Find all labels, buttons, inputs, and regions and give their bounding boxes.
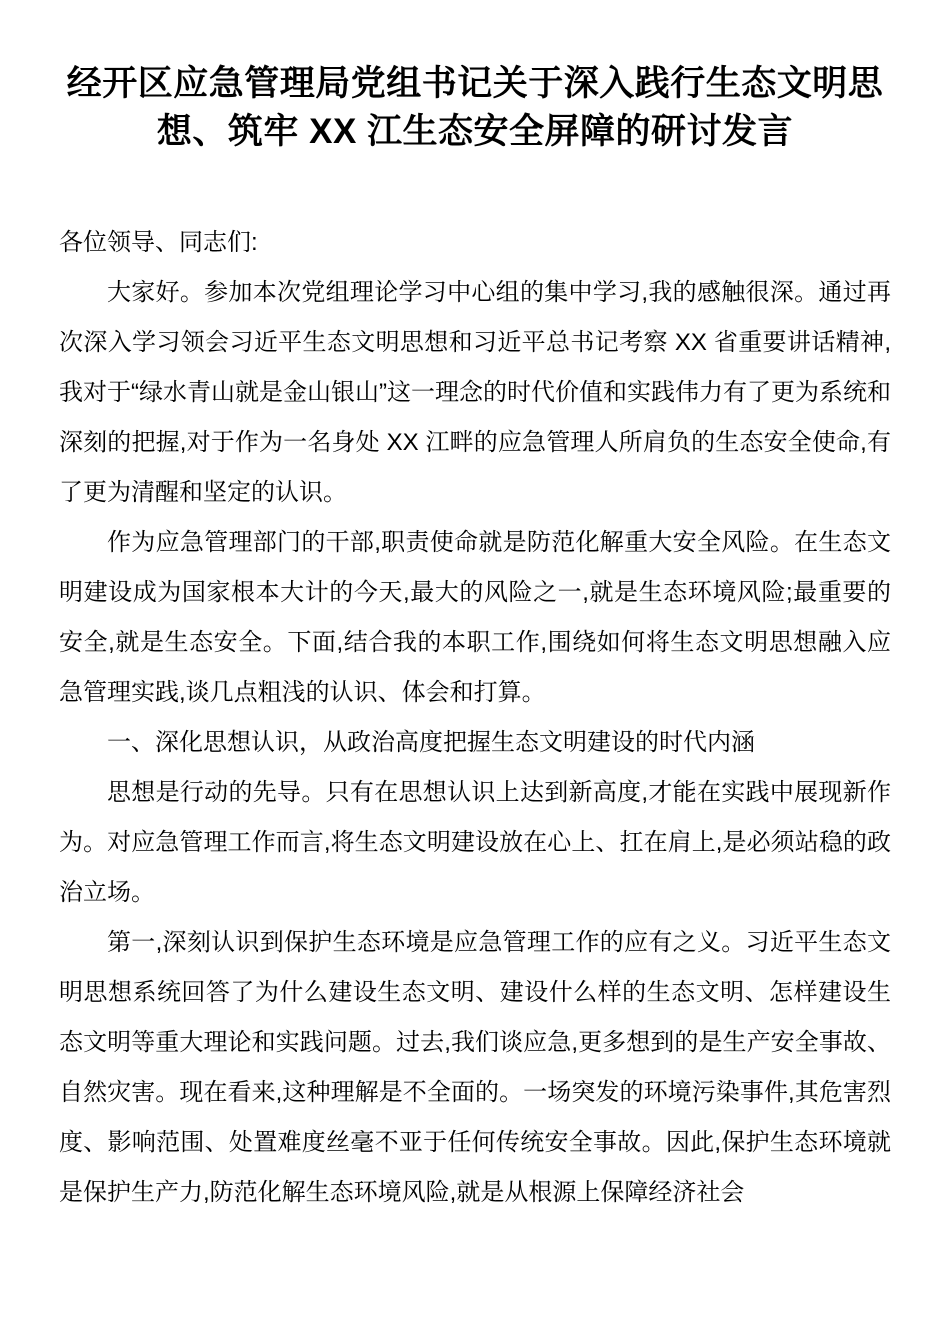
paragraph-opening: 大家好。参加本次党组理论学习中心组的集中学习,我的感触很深。通过再次深入学习领会习近平生态文明思想和习近平总书记考察 XX 省重要讲话精神,我对于“绿水青山就是金山银山”这一理念的时代价值和实践伟力有了更为系统和深刻的把握,对于作为一名身处 XX 江畔的应急管理人所肩负的生态安全使命,有了更为清醒和坚定的认识。 (59, 279, 891, 506)
paragraph-first-point: 第一,深刻认识到保护生态环境是应急管理工作的应有之义。习近平生态文明思想系统回答了为什么建设生态文明、建设什么样的生态文明、怎样建设生态文明等重大理论和实践问题。过去,我们谈应急,更多想到的是生产安全事故、自然灾害。现在看来,这种理解是不全面的。一场突发的环境污染事件,其危害烈度、影响范围、处置难度丝毫不亚于任何传统安全事故。因此,保护生态环境就是保护生产力,防范化解生态环境风险,就是从根源上保障经济社会 (59, 929, 891, 1206)
section-heading-1: 一、深化思想认识，从政治高度把握生态文明建设的时代内涵 (107, 729, 755, 756)
document-body (59, 218, 891, 1218)
paragraph-role-risk: 作为应急管理部门的干部,职责使命就是防范化解重大安全风险。在生态文明建设成为国家根本大计的今天,最大的风险之一,就是生态环境风险;最重要的安全,就是生态安全。下面,结合我的本职工作,围绕如何将生态文明思想融入应急管理实践,谈几点粗浅的认识、体会和打算。 (59, 529, 891, 706)
salutation: 各位领导、同志们: (59, 229, 258, 256)
document-title: 经开区应急管理局党组书记关于深入践行生态文明思想、筑牢 XX 江生态安全屏障的研讨发言 (66, 64, 884, 151)
paragraph-thought-leads: 思想是行动的先导。只有在思想认识上达到新高度,才能在实践中展现新作为。对应急管理工作而言,将生态文明建设放在心上、扛在肩上,是必须站稳的政治立场。 (59, 779, 891, 906)
